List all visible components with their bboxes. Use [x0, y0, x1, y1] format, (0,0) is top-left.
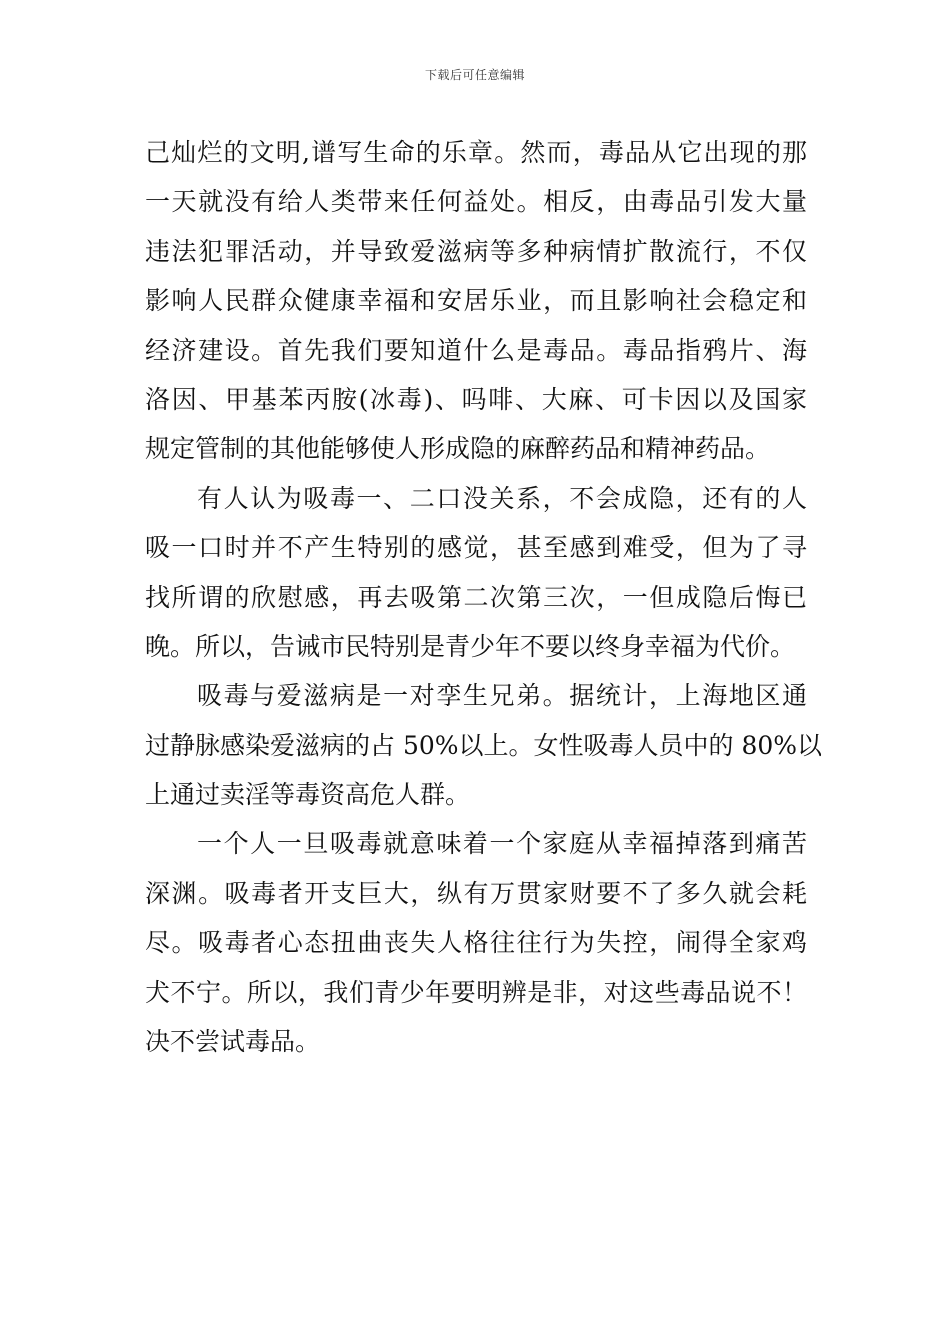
- document-body: [145, 128, 823, 1066]
- text-line: 有人认为吸毒一、二口没关系，不会成隐，还有的人: [197, 483, 807, 513]
- text-line: 吸一口时并不产生特别的感觉，甚至感到难受，但为了寻: [145, 533, 807, 563]
- text-line: 违法犯罪活动，并导致爱滋病等多种病情扩散流行，不仅: [145, 236, 807, 266]
- text-line: 一个人一旦吸毒就意味着一个家庭从幸福掉落到痛苦: [197, 829, 807, 859]
- text-line: 己灿烂的文明,谱写生命的乐章。然而，毒品从它出现的那: [145, 138, 807, 167]
- text-line: 犬不宁。所以，我们青少年要明辨是非，对这些毒品说不！: [145, 977, 807, 1007]
- text-line: 吸毒与爱滋病是一对孪生兄弟。据统计，上海地区通: [197, 681, 807, 711]
- text-line: 找所谓的欣慰感，再去吸第二次第三次，一但成隐后悔已: [145, 582, 807, 612]
- text-line: 洛因、甲基苯丙胺(冰毒)、吗啡、大麻、可卡因以及国家: [145, 384, 807, 414]
- text-line: 上通过卖淫等毒资高危人群。: [145, 780, 471, 810]
- paragraph: [145, 671, 823, 819]
- text-line: 深渊。吸毒者开支巨大，纵有万贯家财要不了多久就会耗: [145, 878, 807, 908]
- paragraph: [145, 819, 807, 1066]
- text-line: 过静脉感染爱滋病的占 50%以上。女性吸毒人员中的 80%以: [145, 730, 823, 760]
- text-line: 尽。吸毒者心态扭曲丧失人格往往行为失控，闹得全家鸡: [145, 928, 807, 958]
- page-header: 下载后可任意编辑: [424, 68, 525, 82]
- text-line: 影响人民群众健康幸福和安居乐业，而且影响社会稳定和: [145, 286, 807, 316]
- text-line: 决不尝试毒品。: [145, 1027, 321, 1057]
- text-line: 规定管制的其他能够使人形成隐的麻醉药品和精神药品。: [145, 434, 771, 464]
- paragraph: [145, 128, 807, 474]
- text-line: 一天就没有给人类带来任何益处。相反，由毒品引发大量: [145, 187, 807, 217]
- text-line: 晚。所以，告诫市民特别是青少年不要以终身幸福为代价。: [145, 631, 796, 661]
- paragraph: [145, 474, 807, 672]
- text-line: 经济建设。首先我们要知道什么是毒品。毒品指鸦片、海: [145, 335, 807, 365]
